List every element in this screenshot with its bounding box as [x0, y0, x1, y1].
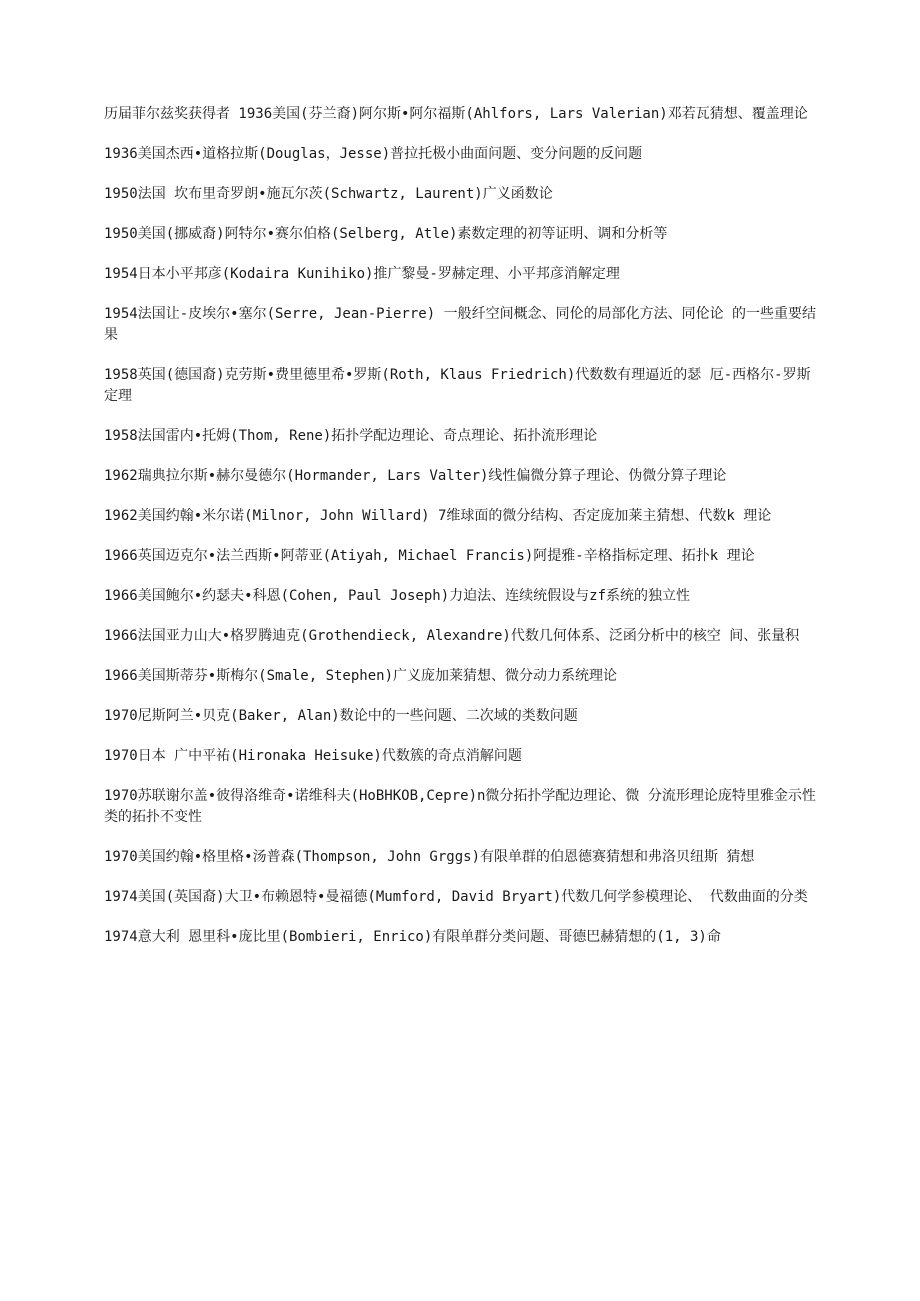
paragraph-18: 1970美国约翰•格里格•汤普森(Thompson, John Grggs)有限单群的伯恩德赛猜想和弗洛贝纽斯 猜想: [104, 849, 755, 865]
paragraph-13: 1966法国亚力山大•格罗腾迪克(Grothendieck, Alexandre)代数几何体系、泛函分析中的核空 间、张量积: [104, 628, 800, 644]
paragraph-3: 1950法国 坎布里奇罗朗•施瓦尔茨(Schwartz, Laurent)广义函数论: [104, 186, 553, 202]
paragraph-1: 历届菲尔兹奖获得者 1936美国(芬兰裔)阿尔斯•阿尔福斯(Ahlfors, Lars Valerian)邓若瓦猜想、覆盖理论: [104, 106, 808, 122]
paragraph-19: 1974美国(英国裔)大卫•布赖恩特•曼福德(Mumford, David Bryart)代数几何学参模理论、 代数曲面的分类: [104, 889, 808, 905]
paragraph-16: 1970日本 广中平祐(Hironaka Heisuke)代数簇的奇点消解问题: [104, 748, 522, 764]
paragraph-10: 1962美国约翰•米尔诺(Milnor, John Willard) 7维球面的微分结构、否定庞加莱主猜想、代数k 理论: [104, 508, 772, 524]
paragraph-9: 1962瑞典拉尔斯•赫尔曼德尔(Hormander, Lars Valter)线性偏微分算子理论、伪微分算子理论: [104, 468, 727, 484]
paragraph-5: 1954日本小平邦彦(Kodaira Kunihiko)推广黎曼-罗赫定理、小平邦彦消解定理: [104, 266, 620, 282]
paragraph-6: 1954法国让-皮埃尔•塞尔(Serre, Jean-Pierre) 一般纤空间概念、同伦的局部化方法、同伦论 的一些重要结果: [104, 306, 817, 343]
paragraph-15: 1970尼斯阿兰•贝克(Baker, Alan)数论中的一些问题、二次域的类数问题: [104, 708, 578, 724]
paragraph-17: 1970苏联谢尔盖•彼得洛维奇•诺维科夫(HoBHKOB,Cepre)n微分拓扑学配边理论、微 分流形理论庞特里雅金示性类的拓扑不变性: [104, 788, 816, 825]
document-body: [104, 104, 820, 967]
paragraph-14: 1966美国斯蒂芬•斯梅尔(Smale, Stephen)广义庞加莱猜想、微分动力系统理论: [104, 668, 618, 684]
paragraph-12: 1966美国鲍尔•约瑟夫•科恩(Cohen, Paul Joseph)力迫法、连续统假设与zf系统的独立性: [104, 588, 691, 604]
paragraph-20: 1974意大利 恩里科•庞比里(Bombieri, Enrico)有限单群分类问题、哥德巴赫猜想的(1, 3)命: [104, 929, 721, 945]
paragraph-11: 1966英国迈克尔•法兰西斯•阿蒂亚(Atiyah, Michael Francis)阿提雅-辛格指标定理、拓扑k 理论: [104, 548, 755, 564]
paragraph-4: 1950美国(挪威裔)阿特尔•赛尔伯格(Selberg, Atle)素数定理的初等证明、调和分析等: [104, 226, 668, 242]
paragraph-8: 1958法国雷内•托姆(Thom, Rene)拓扑学配边理论、奇点理论、拓扑流形理论: [104, 428, 598, 444]
paragraph-7: 1958英国(德国裔)克劳斯•费里德里希•罗斯(Roth, Klaus Friedrich)代数数有理逼近的瑟 厄-西格尔-罗斯定理: [104, 367, 811, 404]
paragraph-2: 1936美国杰西•道格拉斯(Douglas，Jesse)普拉托极小曲面问题、变分问题的反问题: [104, 146, 643, 162]
